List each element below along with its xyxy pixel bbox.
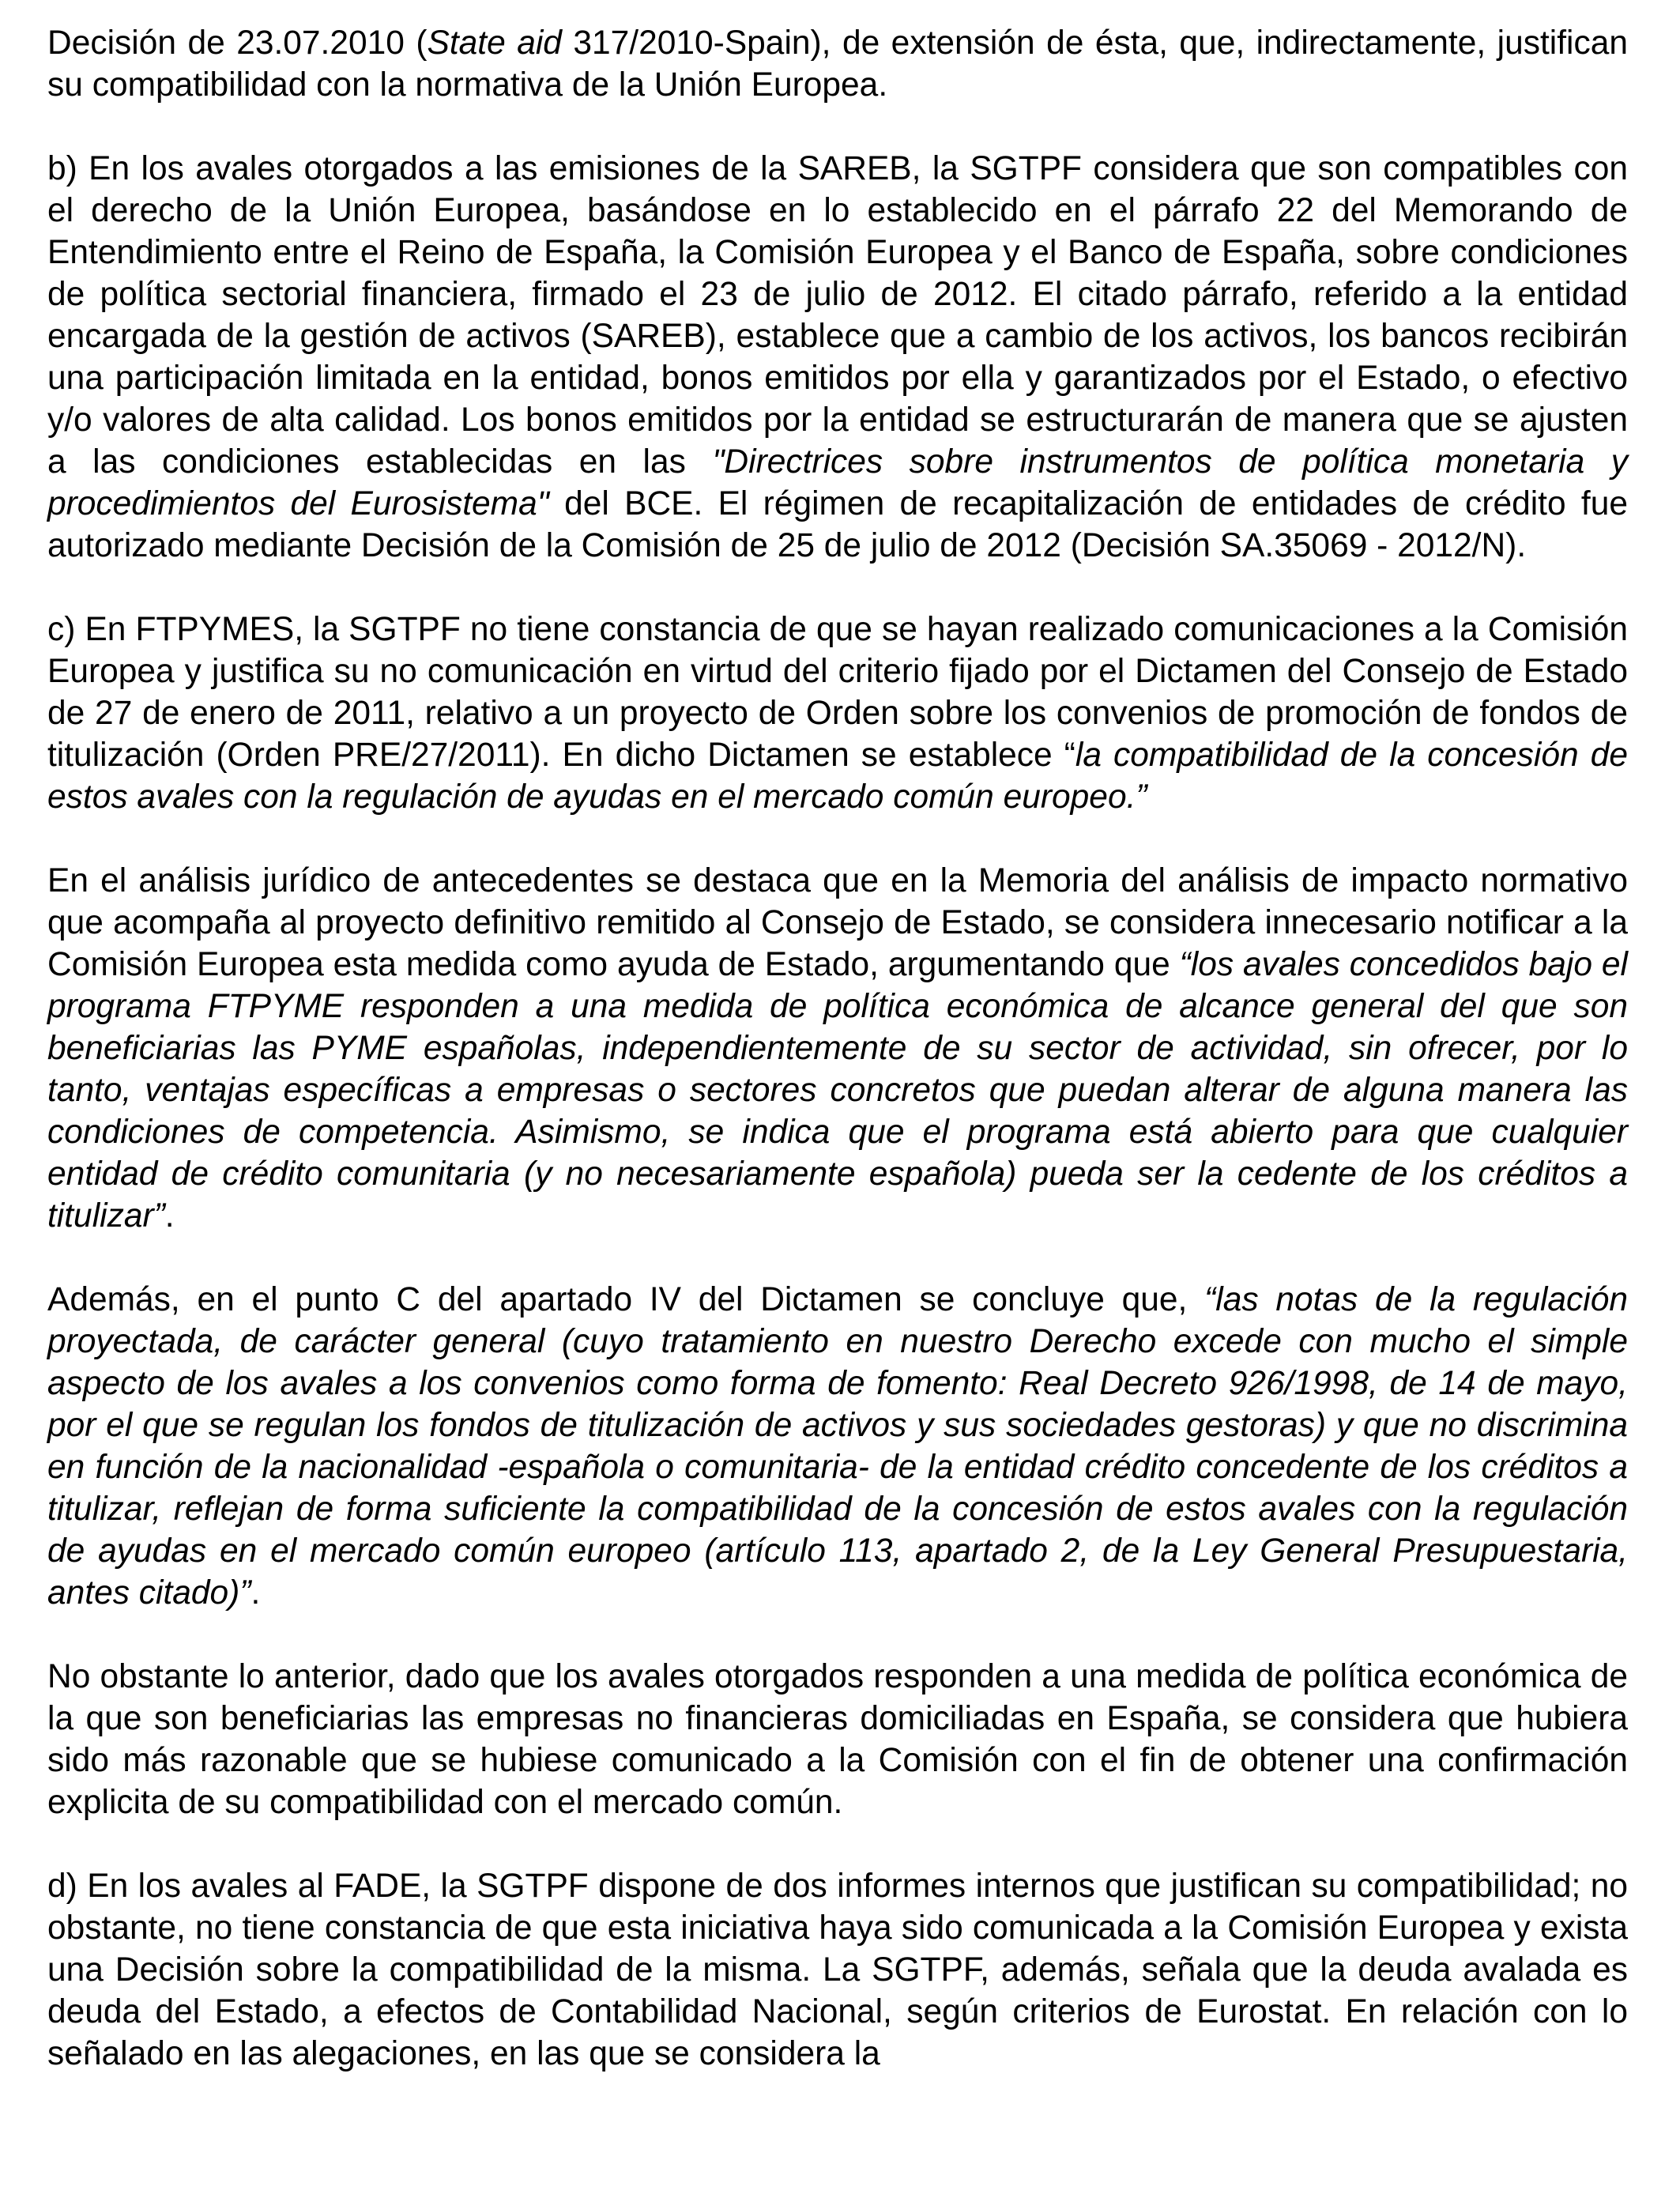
- text-run: 317/2010-Spain), de extensión de ésta, que, indirectamente, justifican su compatibilidad con la normativa de la Unión Europea.: [47, 25, 1628, 104]
- text-run: En el análisis jurídico de antecedentes se destaca que en la Memoria del análisis de impacto normativo que acompaña al proyecto definitivo remitido al Consejo de Estado, se considera innecesario notificar a la Comisión Europea esta medida como ayuda de Estado, argumentando que: [47, 862, 1628, 983]
- text-run-italic: “las notas de la regulación proyectada, de carácter general (cuyo tratamiento en nuestro Derecho excede con mucho el simple aspecto de los avales a los convenios como forma de fomento: Real Decreto 926/1998, de 14 de mayo, por el que se regulan los fondos de titulización de activos y sus sociedades gestoras) y que no discrimina en función de la nacionalidad -española o comunitaria- de la entidad crédito concedente de los créditos a titulizar, reflejan de forma suficiente la compatibilidad de la concesión de estos avales con la regulación de ayudas en el mercado común europeo (artículo 113, apartado 2, de la Ley General Presupuestaria, antes citado)”: [47, 1281, 1629, 1612]
- paragraph-dictamen-conclusion: [47, 1279, 1628, 1614]
- text-run: del BCE. El régimen de recapitalización de entidades de crédito fue autorizado mediante Decisión de la Comisión de 25 de julio de 2012 (Decisión SA.35069 - 2012/N).: [47, 485, 1628, 564]
- paragraph-fade: [47, 1865, 1628, 2075]
- text-run-italic: State aid: [427, 25, 562, 62]
- text-run: .: [250, 1574, 261, 1612]
- text-run: d) En los avales al FADE, la SGTPF dispone de dos informes internos que justifican su compatibilidad; no obstante, no tiene constancia de que esta iniciativa haya sido comunicada a la Comisión Europea y exista una Decisión sobre la compatibilidad de la misma. La SGTPF, además, señala que la deuda avalada es deuda del Estado, a efectos de Contabilidad Nacional, según criterios de Eurostat. En relación con lo señalado en las alegaciones, en las que se considera la: [47, 1868, 1628, 2072]
- text-run-italic: la compatibilidad de la concesión de estos avales con la regulación de ayudas en el mercado común europeo.”: [47, 737, 1628, 816]
- text-run-italic: “los avales concedidos bajo el programa FTPYME responden a una medida de política económica de alcance general del que son beneficiarias las PYME españolas, independientemente de su sector de actividad, sin ofrecer, por lo tanto, ventajas específicas a empresas o sectores concretos que puedan alterar de alguna manera las condiciones de competencia. Asimismo, se indica que el programa está abierto para que cualquier entidad de crédito comunitaria (y no necesariamente española) pueda ser la cedente de los créditos a titulizar”: [47, 946, 1628, 1235]
- text-run: Decisión de 23.07.2010 (: [47, 25, 428, 62]
- text-run: Además, en el punto C del apartado IV del Dictamen se concluye que,: [47, 1281, 1205, 1318]
- text-run: No obstante lo anterior, dado que los avales otorgados responden a una medida de política económica de la que son beneficiarias las empresas no financieras domiciliadas en España, se considera que hubiera sido más razonable que se hubiese comunicado a la Comisión con el fin de obtener una confirmación explicita de su compatibilidad con el mercado común.: [47, 1658, 1628, 1821]
- text-run: c) En FTPYMES, la SGTPF no tiene constancia de que se hayan realizado comunicaciones a la Comisión Europea y justifica su no comunicación en virtud del criterio fijado por el Dictamen del Consejo de Estado de 27 de enero de 2011, relativo a un proyecto de Orden sobre los convenios de promoción de fondos de titulización (Orden PRE/27/2011). En dicho Dictamen se establece “: [47, 611, 1628, 774]
- paragraph-intro-decision: [47, 22, 1628, 106]
- paragraph-sareb: [47, 148, 1628, 567]
- text-run-italic: "Directrices sobre instrumentos de política monetaria y procedimientos del Eurosistema": [47, 443, 1628, 522]
- document-page: [47, 22, 1628, 2075]
- paragraph-no-obstante: [47, 1656, 1628, 1823]
- text-run: b) En los avales otorgados a las emisiones de la SAREB, la SGTPF considera que son compatibles con el derecho de la Unión Europea, basándose en lo establecido en el párrafo 22 del Memorando de Entendimiento entre el Reino de España, la Comisión Europea y el Banco de España, sobre condiciones de política sectorial financiera, firmado el 23 de julio de 2012. El citado párrafo, referido a la entidad encargada de la gestión de activos (SAREB), establece que a cambio de los activos, los bancos recibirán una participación limitada en la entidad, bonos emitidos por ella y garantizados por el Estado, o efectivo y/o valores de alta calidad. Los bonos emitidos por la entidad se estructurarán de manera que se ajusten a las condiciones establecidas en las: [47, 150, 1628, 481]
- paragraph-analisis-juridico: [47, 860, 1628, 1237]
- text-run: .: [164, 1197, 175, 1235]
- paragraph-ftpymes: [47, 609, 1628, 818]
